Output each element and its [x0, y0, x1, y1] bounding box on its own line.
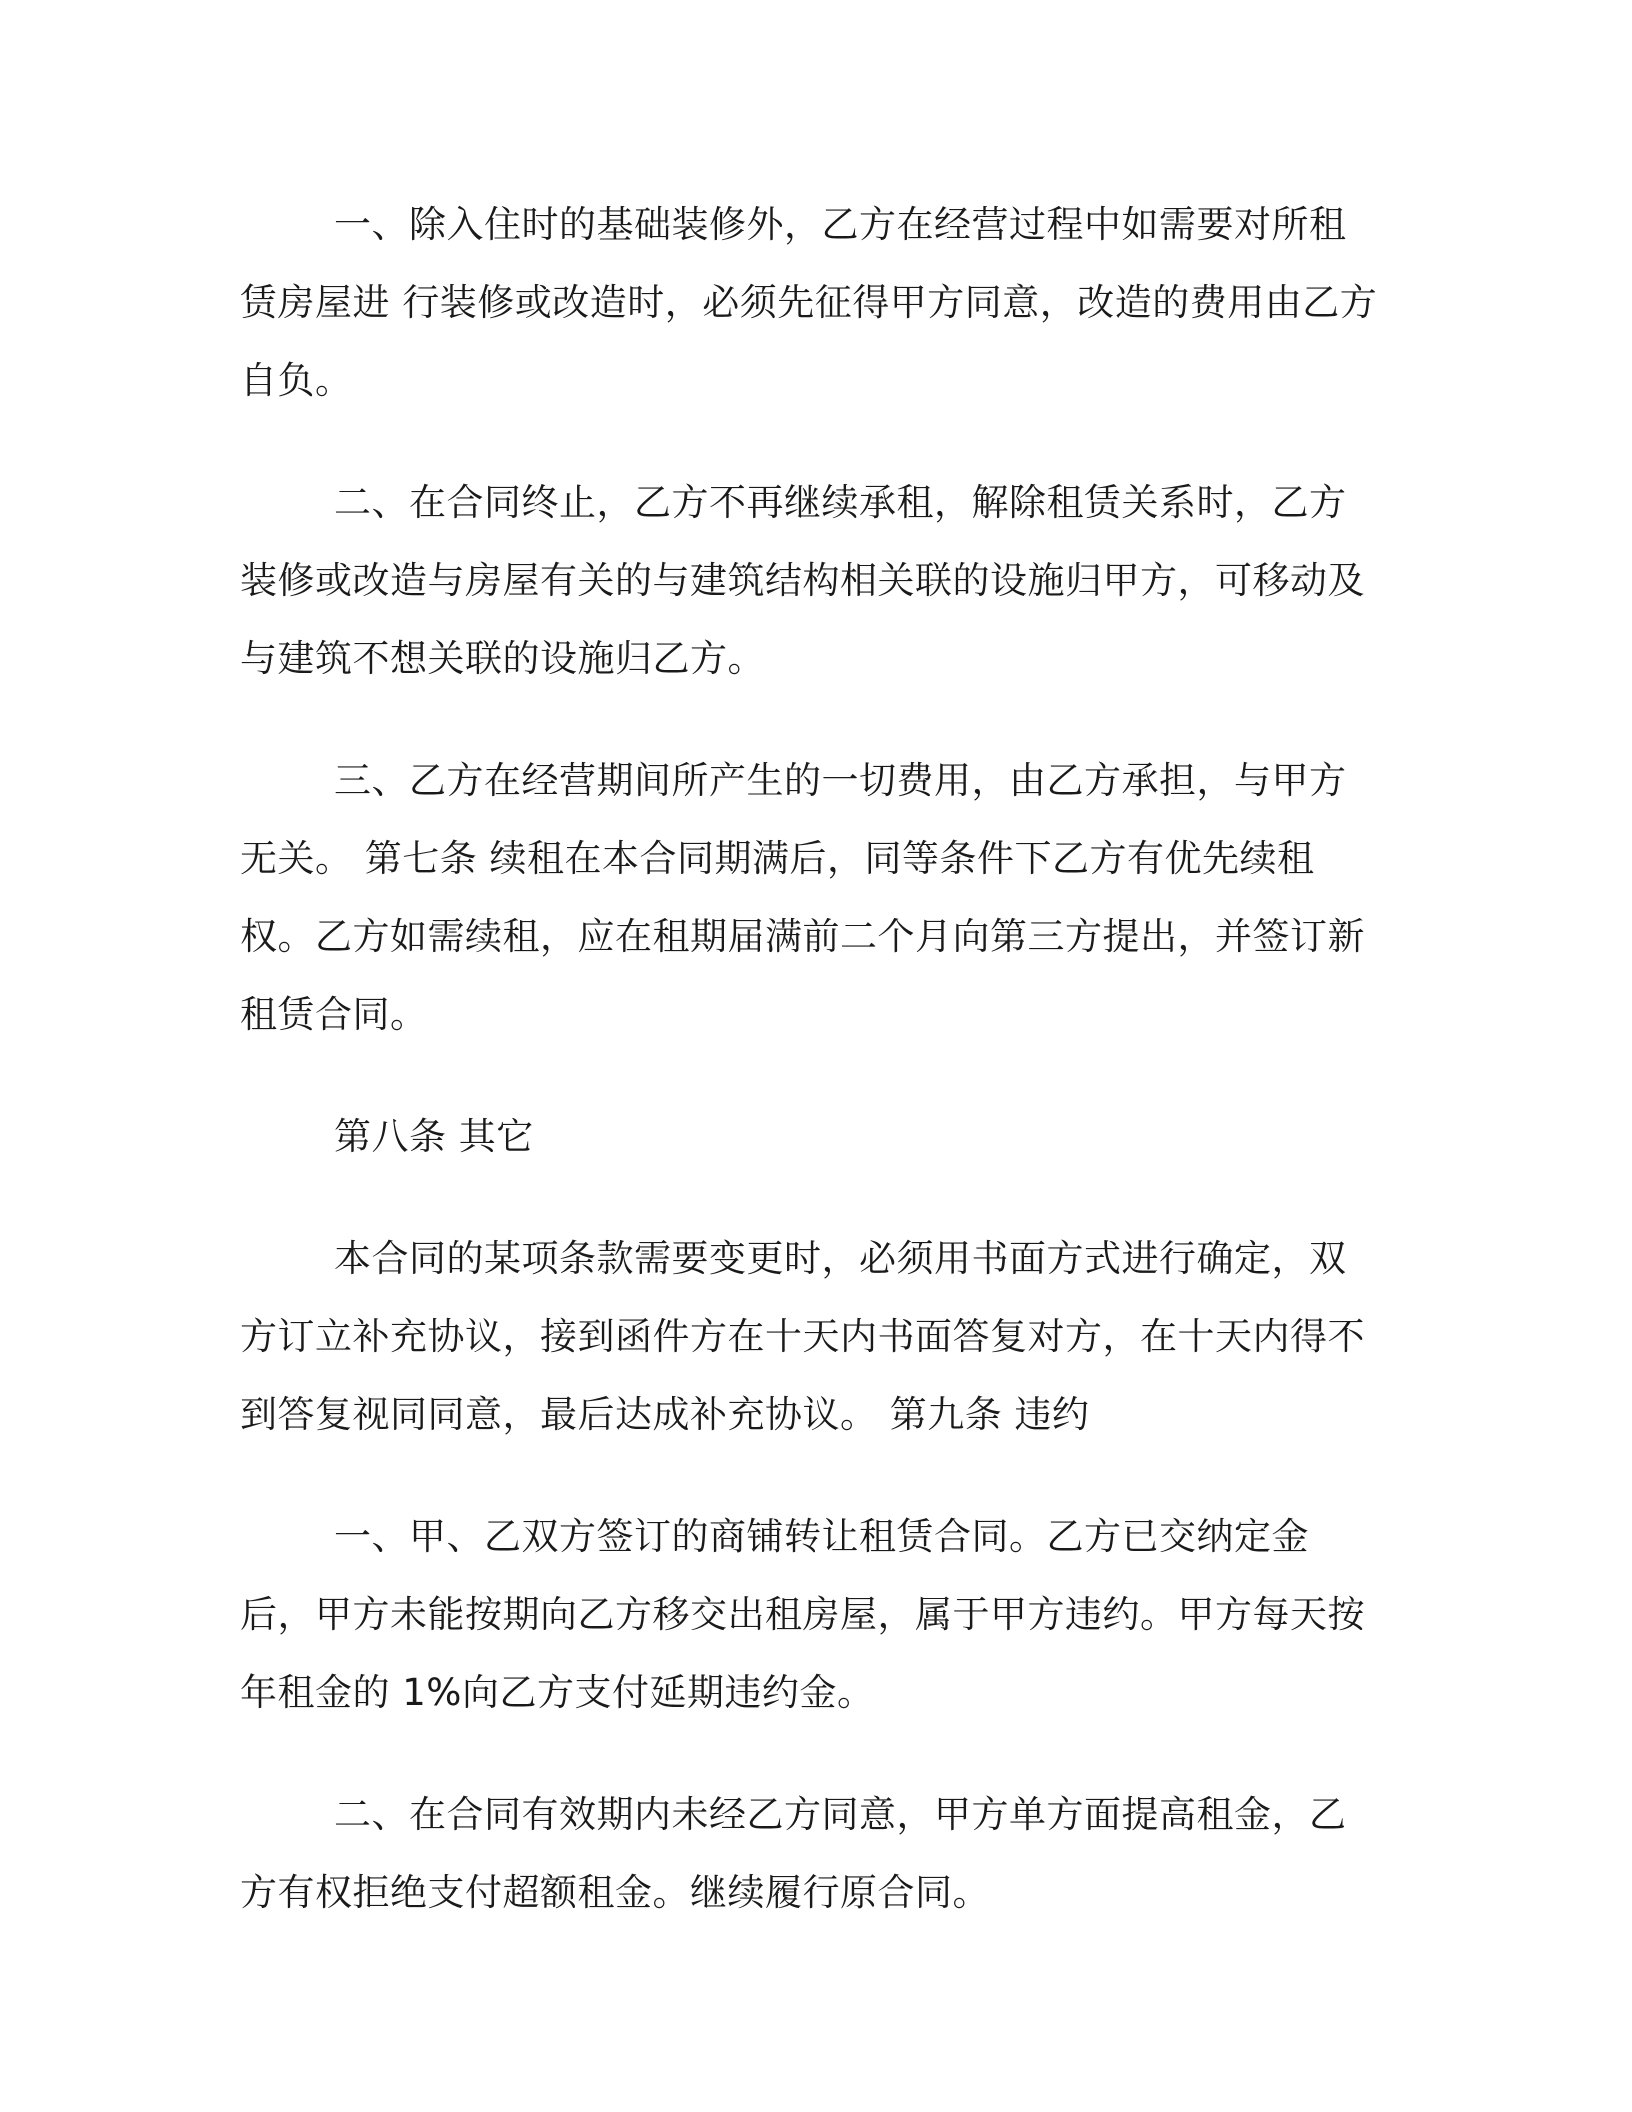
clause-breach-delivery-paragraph: 一、甲、乙双方签订的商铺转让租赁合同。乙方已交纳定金后，甲方未能按期向乙方移交出租房屋，属于甲方违约。甲方每天按年租金的 1%向乙方支付延期违约金。 — [240, 1515, 1365, 1714]
clause-amendment-paragraph: 本合同的某项条款需要变更时，必须用书面方式进行确定，双方订立补充协议，接到函件方在十天内书面答复对方，在十天内得不到答复视同同意，最后达成补充协议。 第九条 违约 — [240, 1237, 1365, 1436]
clause-expenses-renewal-paragraph: 三、乙方在经营期间所产生的一切费用，由乙方承担，与甲方无关。 第七条 续租在本合同期满后，同等条件下乙方有优先续租权。乙方如需续租，应在租期届满前二个月向第三方提出，并签订新租赁合同。 — [240, 759, 1365, 1036]
document-body — [240, 186, 1380, 1976]
article-eight-heading: 第八条 其它 — [334, 1115, 534, 1158]
clause-breach-rent-increase-paragraph: 二、在合同有效期内未经乙方同意，甲方单方面提高租金，乙方有权拒绝支付超额租金。继续履行原合同。 — [240, 1793, 1347, 1914]
clause-renovation-paragraph: 一、除入住时的基础装修外，乙方在经营过程中如需要对所租赁房屋进 行装修或改造时，必须先征得甲方同意，改造的费用由乙方自负。 — [240, 203, 1378, 402]
clause-facilities-ownership-paragraph: 二、在合同终止，乙方不再继续承租，解除租赁关系时，乙方装修或改造与房屋有关的与建筑结构相关联的设施归甲方，可移动及与建筑不想关联的设施归乙方。 — [240, 481, 1365, 680]
